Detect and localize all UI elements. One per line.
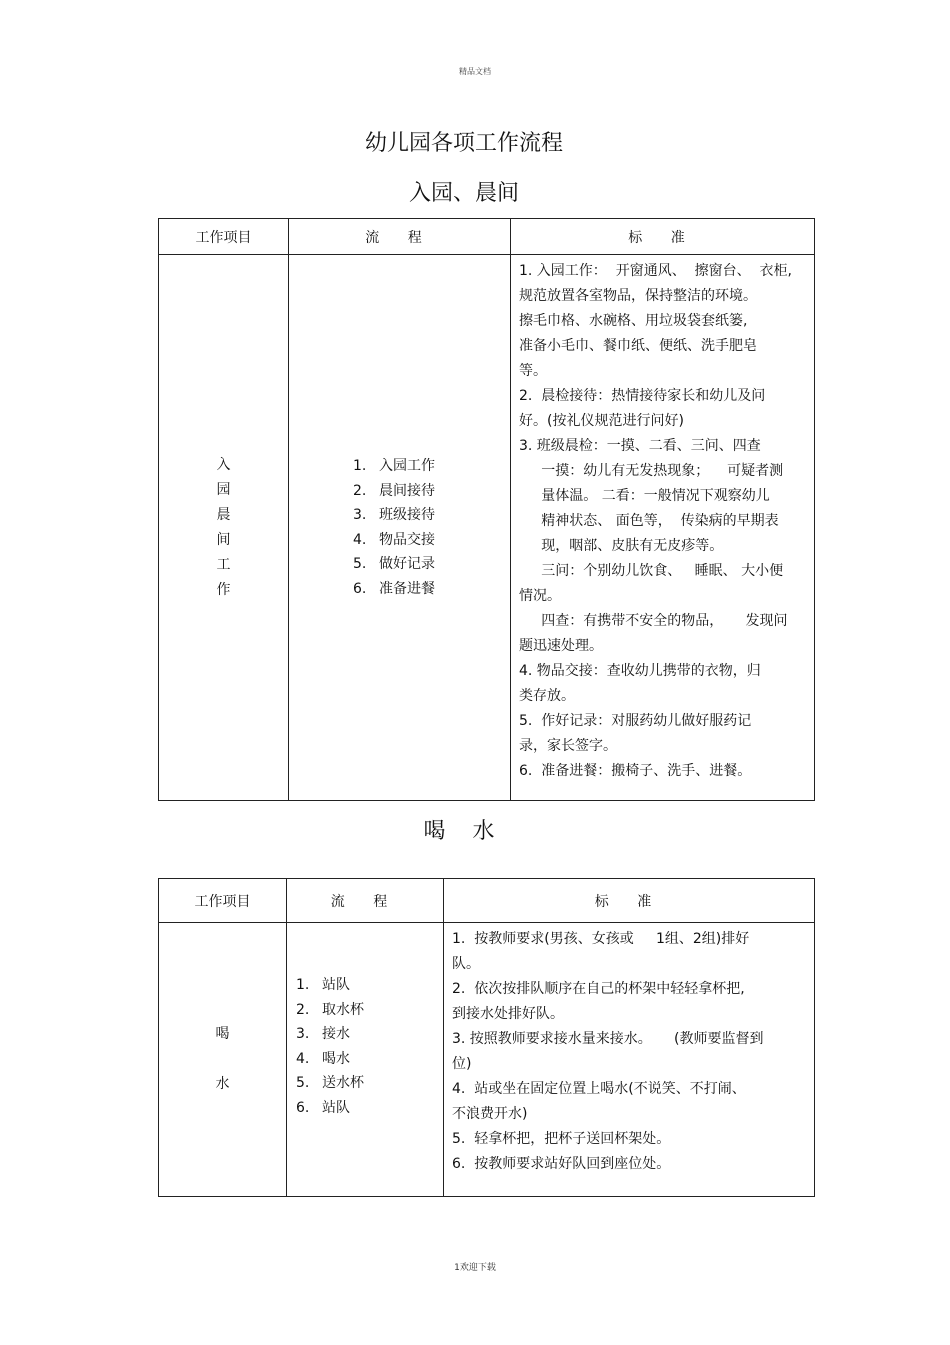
standard-cell <box>444 923 815 1197</box>
drinking-process-table <box>158 878 815 1197</box>
table-header-row <box>159 219 815 255</box>
page-footer: 1欢迎下载 <box>454 1263 496 1273</box>
column-header-item: 工作项目 <box>159 219 289 255</box>
standard-text: 1. 按教师要求(男孩、女孩或 1组、2组)排好 队。 2. 依次按排队顺序在自己的杯架中轻轻拿杯把, 到接水处排好队。 3. 按照教师要求接水量来接水。 (教师要监督到 位) 4. 站或坐在固定位置上喝水(不说笑、不打闹、 不浪费开水) 5. 轻拿杯把，把杯子送回杯架处。 6. 按教师要求站好队回到座位处。 <box>452 931 764 1172</box>
work-item-cell <box>159 255 289 801</box>
table-header-row <box>159 879 815 923</box>
process-step-list <box>287 949 443 1120</box>
process-cell <box>289 255 511 801</box>
section-heading-drinking: 喝 水 <box>423 819 505 844</box>
list-item: 1. 站队 <box>296 977 350 993</box>
list-item: 3. 班级接待 <box>353 507 435 523</box>
work-item-label: 喝 水 <box>215 1026 230 1092</box>
section-heading-morning: 入园、晨间 <box>408 181 519 206</box>
list-item: 5. 做好记录 <box>353 556 435 572</box>
list-item: 3. 接水 <box>296 1026 350 1042</box>
standard-cell <box>511 255 815 801</box>
list-item: 4. 喝水 <box>296 1050 350 1067</box>
column-header-process: 流 程 <box>287 879 444 923</box>
list-item: 6. 准备进餐 <box>353 580 435 597</box>
work-item-label: 入 园 晨 间 工 作 <box>216 456 231 598</box>
document-title: 幼儿园各项工作流程 <box>364 131 563 156</box>
list-item: 2. 取水杯 <box>296 1001 364 1018</box>
list-item: 5. 送水杯 <box>296 1075 364 1091</box>
morning-process-table <box>158 218 815 801</box>
list-item: 2. 晨间接待 <box>353 482 435 499</box>
work-item-cell <box>159 923 287 1197</box>
column-header-item: 工作项目 <box>159 879 287 923</box>
list-item: 6. 站队 <box>296 1099 350 1116</box>
standard-text: 1. 入园工作： 开窗通风、 擦窗台、 衣柜, 规范放置各室物品，保持整洁的环境。 擦毛巾格、水碗格、用垃圾袋套纸篓, 准备小毛巾、餐巾纸、便纸、洗手肥皂 等。 2. 晨检接待：热情接待家长和幼儿及问 好。(按礼仪规范进行问好) 3. 班级晨检：一摸、二看、三问、四查 一摸：幼儿有无发热现象； 可疑者测 量体温。 二看：一般情况下观察幼儿 精神状态、 面色等， 传染病的早期表 现，咽部、皮肤有无皮疹等。 三问：个别幼儿饮食、 睡眠、 大小便 情况。 四查：有携带不安全的物品， 发现问 题迅速处理。 4. 物品交接：查收幼儿携带的衣物，归 类存放。 5. 作好记录：对服药幼儿做好服药记 录，家长签字。 6. 准备进餐：搬椅子、洗手、进餐。 <box>519 263 792 779</box>
header-watermark: 精品文档 <box>459 67 491 76</box>
list-item: 1. 入园工作 <box>353 458 435 474</box>
column-header-standard: 标 准 <box>444 879 815 923</box>
column-header-process: 流 程 <box>289 219 511 255</box>
list-item: 4. 物品交接 <box>353 531 435 548</box>
process-cell <box>287 923 444 1197</box>
table-row <box>159 923 815 1197</box>
process-step-list <box>289 454 510 601</box>
table-row <box>159 255 815 801</box>
column-header-standard: 标 准 <box>511 219 815 255</box>
